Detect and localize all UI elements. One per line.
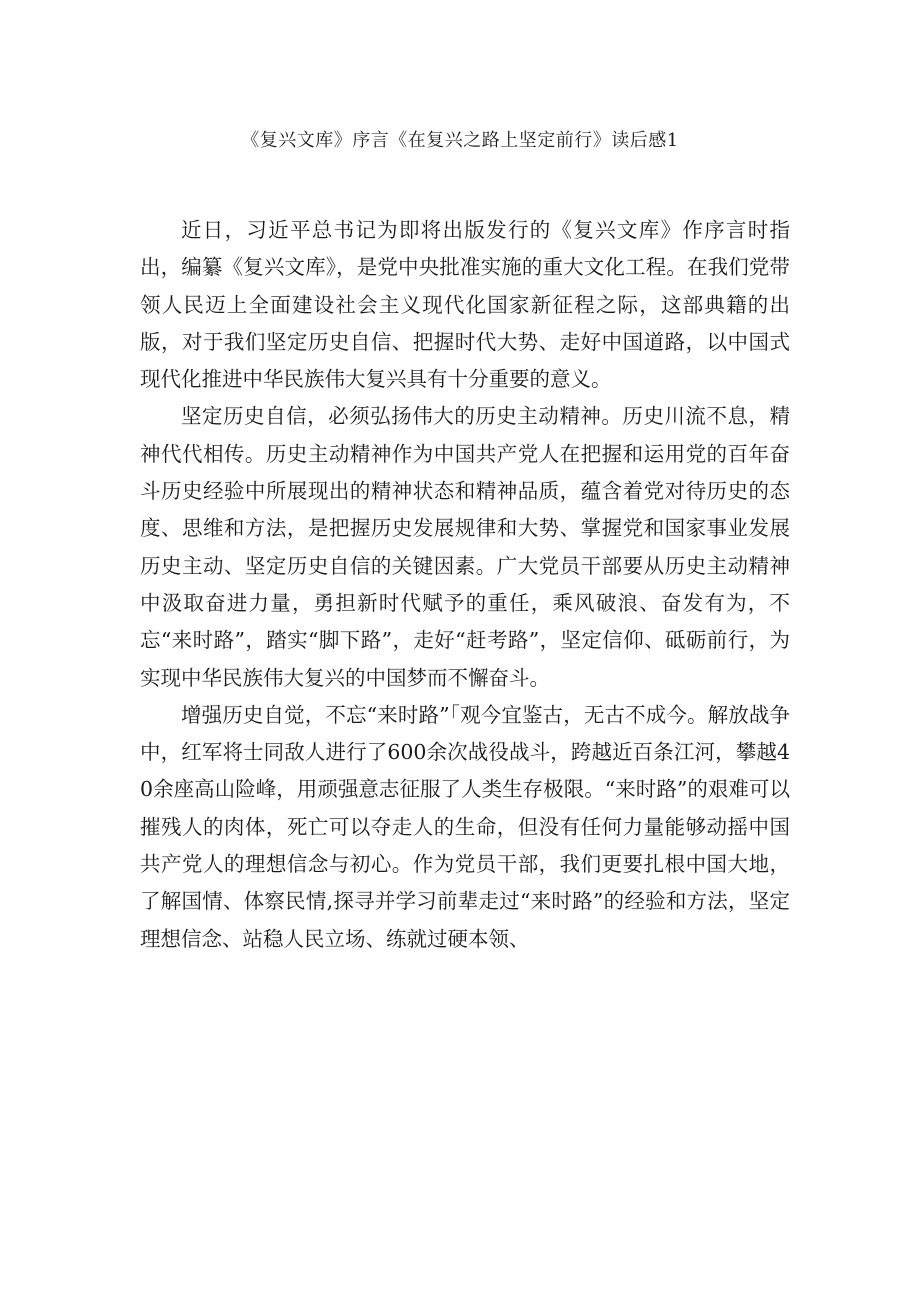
document-body <box>140 212 790 958</box>
paragraph-2: 坚定历史自信，必须弘扬伟大的历史主动精神。历史川流不息，精神代代相传。历史主动精神作为中国共产党人在把握和运用党的百年奋斗历史经验中所展现出的精神状态和精神品质，蕴含着党对待历史的态度、思维和方法，是把握历史发展规律和大势、掌握党和国家事业发展历史主动、坚定历史自信的关键因素。广大党员干部要从历史主动精神中汲取奋进力量，勇担新时代赋予的重任，乘风破浪、奋发有为，不忘“来时路”，踏实“脚下路”，走好“赶考路”，坚定信仰、砥砺前行，为实现中华民族伟大复兴的中国梦而不懈奋斗。 <box>140 404 790 690</box>
paragraph-1: 近日，习近平总书记为即将出版发行的《复兴文库》作序言时指出，编纂《复兴文库》，是党中央批准实施的重大文化工程。在我们党带领人民迈上全面建设社会主义现代化国家新征程之际，这部典籍的出版，对于我们坚定历史自信、把握时代大势、走好中国道路，以中国式现代化推进中华民族伟大复兴具有十分重要的意义。 <box>140 218 790 392</box>
paragraph-3: 增强历史自觉，不忘“来时路”「观今宜鉴古，无古不成今。解放战争中，红军将士同敌人进行了600余次战役战斗，跨越近百条江河，攀越40余座高山险峰，用顽强意志征服了人类生存极限。“来时路”的艰难可以摧残人的肉体，死亡可以夺走人的生命，但没有任何力量能够动摇中国共产党人的理想信念与初心。作为党员干部，我们更要扎根中国大地，了解国情、体察民情,探寻并学习前辈走过“来时路”的经验和方法，坚定理想信念、站稳人民立场、练就过硬本领、 <box>140 702 790 951</box>
document-title: 《复兴文库》序言《在复兴之路上坚定前行》读后感1 <box>241 130 679 151</box>
